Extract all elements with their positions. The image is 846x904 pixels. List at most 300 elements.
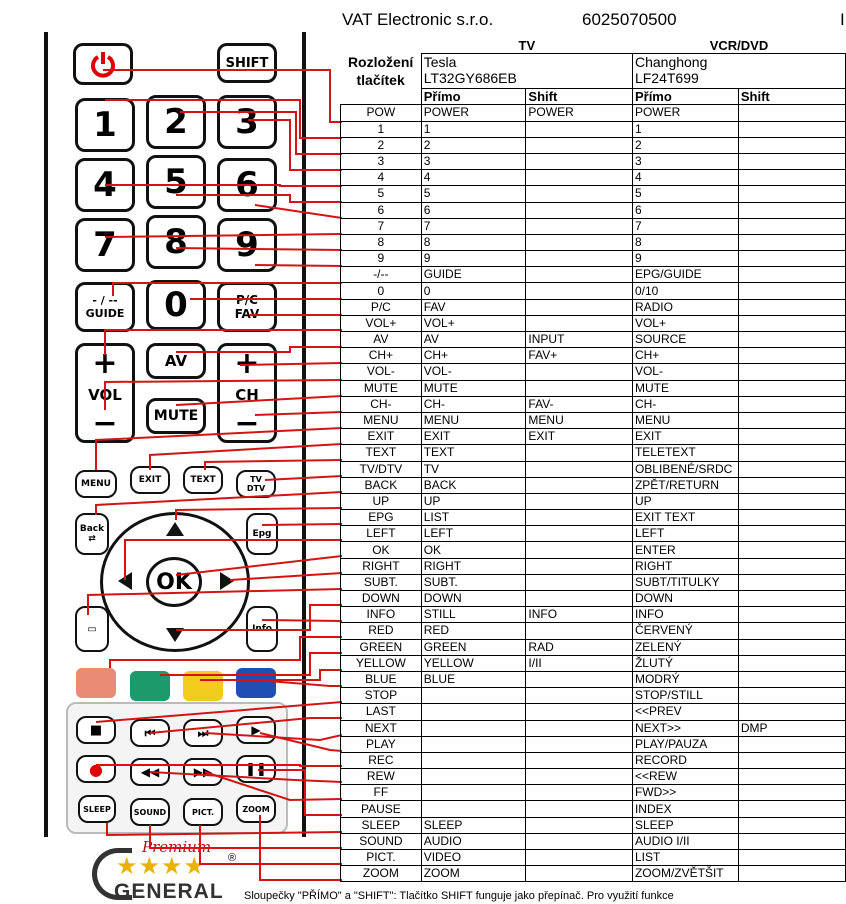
key-name-cell: INFO	[341, 607, 422, 623]
function-cell	[526, 445, 633, 461]
function-cell	[526, 688, 633, 704]
function-cell	[421, 785, 526, 801]
function-cell	[421, 752, 526, 768]
function-cell: STILL	[421, 607, 526, 623]
table-row	[341, 704, 846, 720]
table-row	[341, 121, 846, 137]
function-cell	[738, 105, 845, 121]
vcr-primo-header: Přímo	[632, 89, 738, 105]
key-name-cell: PLAY	[341, 736, 422, 752]
function-cell: LEFT	[421, 526, 526, 542]
next-button[interactable]: ⏭	[183, 719, 223, 747]
rewind-button[interactable]: ◀◀	[130, 758, 170, 786]
product-code: 6025070500	[582, 10, 677, 29]
table-row	[341, 639, 846, 655]
table-row	[341, 591, 846, 607]
function-cell	[738, 267, 845, 283]
function-cell: VOL-	[421, 364, 526, 380]
function-cell	[738, 299, 845, 315]
function-cell	[526, 671, 633, 687]
vcr-brand: Changhong	[634, 54, 708, 71]
function-cell	[421, 720, 526, 736]
table-row	[341, 137, 846, 153]
pause-button[interactable]: ❚❚	[236, 755, 276, 783]
table-row	[341, 170, 846, 186]
logo-stars-icon: ★★★★	[116, 853, 207, 880]
function-cell: UP	[632, 493, 738, 509]
function-cell: ZOOM/ZVĚTŠIT	[632, 866, 738, 882]
function-cell	[738, 866, 845, 882]
function-cell: SLEEP	[421, 817, 526, 833]
function-cell: 3	[632, 153, 738, 169]
vcr-model: LF24T699	[634, 70, 699, 87]
table-row	[341, 542, 846, 558]
function-cell: AUDIO I/II	[632, 833, 738, 849]
function-cell	[738, 769, 845, 785]
prev-button[interactable]: ⏮	[130, 719, 170, 747]
table-row	[341, 429, 846, 445]
function-cell	[526, 137, 633, 153]
function-cell: ENTER	[632, 542, 738, 558]
key-name-cell: 7	[341, 218, 422, 234]
function-cell	[738, 348, 845, 364]
function-cell	[738, 218, 845, 234]
function-cell: OK	[421, 542, 526, 558]
table-row	[341, 720, 846, 736]
function-cell: RIGHT	[632, 558, 738, 574]
function-cell: MODRÝ	[632, 671, 738, 687]
function-cell	[526, 817, 633, 833]
function-cell: FWD>>	[632, 785, 738, 801]
function-cell	[421, 769, 526, 785]
epg-button[interactable]: Epg	[246, 513, 278, 555]
function-cell: 1	[632, 121, 738, 137]
function-cell: EXIT	[632, 429, 738, 445]
function-cell	[738, 315, 845, 331]
function-cell	[526, 752, 633, 768]
table-row	[341, 493, 846, 509]
shift-button[interactable]: SHIFT	[217, 43, 277, 83]
key-name-cell: P/C	[341, 299, 422, 315]
function-cell: RECORD	[632, 752, 738, 768]
table-row	[341, 833, 846, 849]
key-name-cell: OK	[341, 542, 422, 558]
function-cell	[526, 121, 633, 137]
function-cell	[738, 542, 845, 558]
function-cell: SUBT.	[421, 574, 526, 590]
vcr-device-cell	[632, 54, 845, 89]
function-cell	[738, 704, 845, 720]
connector-lines	[0, 0, 342, 900]
mute-button[interactable]: MUTE	[146, 398, 206, 434]
table-row	[341, 785, 846, 801]
function-cell	[738, 445, 845, 461]
function-cell	[421, 688, 526, 704]
function-cell	[738, 186, 845, 202]
function-cell	[526, 299, 633, 315]
ch-minus-label: −	[234, 406, 260, 441]
function-cell	[526, 736, 633, 752]
function-cell	[738, 623, 845, 639]
digit-3-button[interactable]: 3	[217, 95, 277, 149]
function-cell	[526, 170, 633, 186]
function-cell	[526, 785, 633, 801]
function-cell	[738, 736, 845, 752]
table-row	[341, 186, 846, 202]
function-cell	[738, 833, 845, 849]
key-name-cell: GREEN	[341, 639, 422, 655]
tv-device-cell	[421, 54, 632, 89]
key-name-cell: 0	[341, 283, 422, 299]
function-cell	[738, 332, 845, 348]
subtitle-icon: ▭	[87, 623, 97, 635]
table-row	[341, 396, 846, 412]
function-cell: INFO	[632, 607, 738, 623]
function-cell	[526, 251, 633, 267]
key-name-cell: STOP	[341, 688, 422, 704]
function-cell	[526, 769, 633, 785]
function-cell: POWER	[526, 105, 633, 121]
function-cell: 0/10	[632, 283, 738, 299]
function-cell	[526, 526, 633, 542]
back-label: Back	[79, 524, 105, 534]
function-cell	[526, 493, 633, 509]
function-cell	[526, 234, 633, 250]
function-cell: EXIT	[421, 429, 526, 445]
sleep-button[interactable]: SLEEP	[78, 795, 116, 823]
table-row	[341, 671, 846, 687]
ch-label: CH	[235, 386, 259, 404]
footnote: Sloupečky "PŘÍMO" a "SHIFT": Tlačítko SHIFT funguje jako přepínač. Pro využití funkce	[244, 890, 674, 902]
table-row	[341, 153, 846, 169]
function-cell	[738, 412, 845, 428]
table-row	[341, 364, 846, 380]
key-name-cell: 9	[341, 251, 422, 267]
table-row	[341, 283, 846, 299]
function-cell	[738, 202, 845, 218]
key-name-cell: RIGHT	[341, 558, 422, 574]
function-cell: I/II	[526, 655, 633, 671]
vol-plus-label: +	[92, 346, 118, 381]
function-cell: NEXT>>	[632, 720, 738, 736]
function-cell: 4	[632, 170, 738, 186]
key-name-cell: LAST	[341, 704, 422, 720]
table-row	[341, 769, 846, 785]
function-cell: ZPĚT/RETURN	[632, 477, 738, 493]
company-name: VAT Electronic s.r.o.	[342, 10, 494, 29]
key-name-cell: DOWN	[341, 591, 422, 607]
function-cell: 6	[421, 202, 526, 218]
table-row	[341, 558, 846, 574]
play-button[interactable]: ▶	[236, 716, 276, 744]
table-row	[341, 412, 846, 428]
function-cell: MENU	[526, 412, 633, 428]
function-cell: 2	[421, 137, 526, 153]
function-cell: CH-	[421, 396, 526, 412]
function-cell	[526, 720, 633, 736]
function-cell: VOL+	[632, 315, 738, 331]
function-cell: UP	[421, 493, 526, 509]
key-name-cell: EXIT	[341, 429, 422, 445]
function-cell: DMP	[738, 720, 845, 736]
function-cell: RIGHT	[421, 558, 526, 574]
function-cell: AV	[421, 332, 526, 348]
function-cell: BACK	[421, 477, 526, 493]
function-cell	[738, 234, 845, 250]
key-name-cell: POW	[341, 105, 422, 121]
table-row	[341, 445, 846, 461]
table-row	[341, 688, 846, 704]
function-cell	[526, 833, 633, 849]
function-cell: CH+	[632, 348, 738, 364]
function-cell	[526, 267, 633, 283]
key-name-cell: BLUE	[341, 671, 422, 687]
function-cell: 5	[632, 186, 738, 202]
function-cell	[738, 137, 845, 153]
zoom-button[interactable]: ZOOM	[236, 795, 276, 823]
mapping-rows	[341, 105, 846, 882]
function-cell: ZOOM	[421, 866, 526, 882]
digit-4-button[interactable]: 4	[75, 158, 135, 212]
key-name-cell: SLEEP	[341, 817, 422, 833]
function-cell	[738, 752, 845, 768]
key-name-cell: MUTE	[341, 380, 422, 396]
function-cell: 3	[421, 153, 526, 169]
function-cell: LIST	[632, 850, 738, 866]
function-cell	[421, 704, 526, 720]
record-button[interactable]: ●	[76, 755, 116, 783]
function-cell	[421, 801, 526, 817]
function-cell	[738, 477, 845, 493]
table-row	[341, 526, 846, 542]
function-cell	[738, 688, 845, 704]
function-cell	[526, 850, 633, 866]
pc-label: P/C	[236, 293, 258, 307]
function-cell: VOL+	[421, 315, 526, 331]
function-cell: 6	[632, 202, 738, 218]
function-cell: STOP/STILL	[632, 688, 738, 704]
function-cell: TELETEXT	[632, 445, 738, 461]
function-cell	[526, 574, 633, 590]
tv-header: TV	[518, 38, 536, 54]
function-cell: INDEX	[632, 801, 738, 817]
layout-header: Rozložení tlačítek	[347, 54, 414, 89]
function-cell	[526, 380, 633, 396]
key-name-cell: 8	[341, 234, 422, 250]
digit-5-button[interactable]: 5	[146, 155, 206, 209]
key-name-cell: -/--	[341, 267, 422, 283]
function-cell: OBLIBENÉ/SRDC	[632, 461, 738, 477]
key-name-cell: VOL-	[341, 364, 422, 380]
table-row	[341, 315, 846, 331]
function-cell	[738, 607, 845, 623]
function-cell	[526, 461, 633, 477]
tv-shift-header: Shift	[526, 89, 633, 105]
digit-1-button[interactable]: 1	[75, 98, 135, 152]
function-cell: FAV	[421, 299, 526, 315]
function-cell	[526, 542, 633, 558]
menu-button[interactable]: MENU	[75, 470, 117, 498]
table-row	[341, 655, 846, 671]
function-cell: 8	[421, 234, 526, 250]
table-row	[341, 510, 846, 526]
function-cell: <<REW	[632, 769, 738, 785]
function-cell: GUIDE	[421, 267, 526, 283]
function-cell: 7	[632, 218, 738, 234]
function-cell: 9	[421, 251, 526, 267]
function-cell: RADIO	[632, 299, 738, 315]
function-cell: INPUT	[526, 332, 633, 348]
function-cell: MUTE	[632, 380, 738, 396]
function-cell: VIDEO	[421, 850, 526, 866]
av-button[interactable]: AV	[146, 343, 206, 379]
key-name-cell: NEXT	[341, 720, 422, 736]
table-row	[341, 461, 846, 477]
vcr-shift-header: Shift	[738, 89, 845, 105]
key-name-cell: VOL+	[341, 315, 422, 331]
key-name-cell: AV	[341, 332, 422, 348]
table-row	[341, 477, 846, 493]
text-button[interactable]: TEXT	[183, 466, 223, 494]
key-name-cell: 6	[341, 202, 422, 218]
key-name-cell: REW	[341, 769, 422, 785]
function-cell: PLAY/PAUZA	[632, 736, 738, 752]
function-cell	[738, 850, 845, 866]
function-cell: ŽLUTÝ	[632, 655, 738, 671]
ok-button[interactable]: OK	[146, 557, 202, 607]
key-name-cell: ZOOM	[341, 866, 422, 882]
table-row	[341, 866, 846, 882]
remote-illustration	[0, 0, 340, 903]
function-cell	[738, 493, 845, 509]
logo-general-text: GENERAL	[114, 880, 224, 903]
function-cell: FAV-	[526, 396, 633, 412]
function-cell	[421, 736, 526, 752]
fav-label: FAV	[234, 307, 260, 321]
function-cell	[738, 591, 845, 607]
dtv-label: DTV	[246, 484, 266, 493]
key-name-cell: TV/DTV	[341, 461, 422, 477]
digit-7-button[interactable]: 7	[75, 218, 135, 272]
function-cell	[738, 170, 845, 186]
sound-button[interactable]: SOUND	[130, 798, 170, 826]
key-name-cell: RED	[341, 623, 422, 639]
function-cell: EPG/GUIDE	[632, 267, 738, 283]
function-cell: AUDIO	[421, 833, 526, 849]
stop-button[interactable]: ■	[76, 716, 116, 744]
table-row	[341, 202, 846, 218]
function-cell	[738, 574, 845, 590]
function-cell	[738, 380, 845, 396]
function-cell: GREEN	[421, 639, 526, 655]
key-name-cell: SUBT.	[341, 574, 422, 590]
info-button[interactable]: Info	[246, 606, 278, 652]
function-cell	[738, 429, 845, 445]
tv-model: LT32GY686EB	[423, 70, 517, 87]
digit-0-button[interactable]: 0	[146, 280, 206, 330]
function-cell: SUBT/TITULKY	[632, 574, 738, 590]
table-row	[341, 267, 846, 283]
pict-button[interactable]: PICT.	[183, 798, 223, 826]
vol-label: VOL	[88, 386, 122, 404]
function-cell: LEFT	[632, 526, 738, 542]
key-name-cell: CH-	[341, 396, 422, 412]
function-cell: 2	[632, 137, 738, 153]
function-cell	[526, 623, 633, 639]
key-name-cell: FF	[341, 785, 422, 801]
table-row	[341, 299, 846, 315]
function-cell: RAD	[526, 639, 633, 655]
fast-forward-button[interactable]: ▶▶	[183, 758, 223, 786]
key-name-cell: UP	[341, 493, 422, 509]
function-cell: 4	[421, 170, 526, 186]
table-row	[341, 218, 846, 234]
document-header	[342, 10, 846, 36]
table-row	[341, 623, 846, 639]
table-row	[341, 234, 846, 250]
ch-plus-label: +	[234, 346, 260, 381]
logo-premium-text: Premium	[142, 838, 212, 856]
function-cell: SLEEP	[632, 817, 738, 833]
function-cell: MUTE	[421, 380, 526, 396]
table-row	[341, 105, 846, 121]
exit-button[interactable]: EXIT	[130, 466, 170, 494]
digit-2-button[interactable]: 2	[146, 95, 206, 149]
key-name-cell: 4	[341, 170, 422, 186]
function-cell	[526, 153, 633, 169]
function-cell	[738, 817, 845, 833]
function-cell	[526, 801, 633, 817]
key-name-cell: REC	[341, 752, 422, 768]
digit-6-button[interactable]: 6	[217, 158, 277, 212]
function-cell	[738, 801, 845, 817]
function-cell	[526, 364, 633, 380]
function-cell: CH-	[632, 396, 738, 412]
function-cell: 9	[632, 251, 738, 267]
key-name-cell: 3	[341, 153, 422, 169]
table-row	[341, 574, 846, 590]
table-row	[341, 607, 846, 623]
function-cell: <<PREV	[632, 704, 738, 720]
function-cell: 0	[421, 283, 526, 299]
key-name-cell: YELLOW	[341, 655, 422, 671]
table-row	[341, 332, 846, 348]
vol-minus-label: −	[92, 406, 118, 441]
function-cell	[526, 315, 633, 331]
vcr-header: VCR/DVD	[709, 38, 769, 54]
key-name-cell: CH+	[341, 348, 422, 364]
function-cell: MENU	[421, 412, 526, 428]
tv-primo-header: Přímo	[421, 89, 526, 105]
digit-9-button[interactable]: 9	[217, 218, 277, 272]
function-cell	[526, 283, 633, 299]
function-cell: POWER	[421, 105, 526, 121]
function-cell	[526, 202, 633, 218]
function-cell: TEXT	[421, 445, 526, 461]
digit-8-button[interactable]: 8	[146, 215, 206, 269]
function-cell	[738, 785, 845, 801]
function-cell	[738, 639, 845, 655]
table-row	[341, 752, 846, 768]
key-name-cell: PICT.	[341, 850, 422, 866]
guide-top-label: - / --	[92, 294, 118, 307]
table-row	[341, 380, 846, 396]
function-cell: EXIT	[526, 429, 633, 445]
function-cell: YELLOW	[421, 655, 526, 671]
function-cell: 5	[421, 186, 526, 202]
function-cell: INFO	[526, 607, 633, 623]
key-name-cell: 1	[341, 121, 422, 137]
